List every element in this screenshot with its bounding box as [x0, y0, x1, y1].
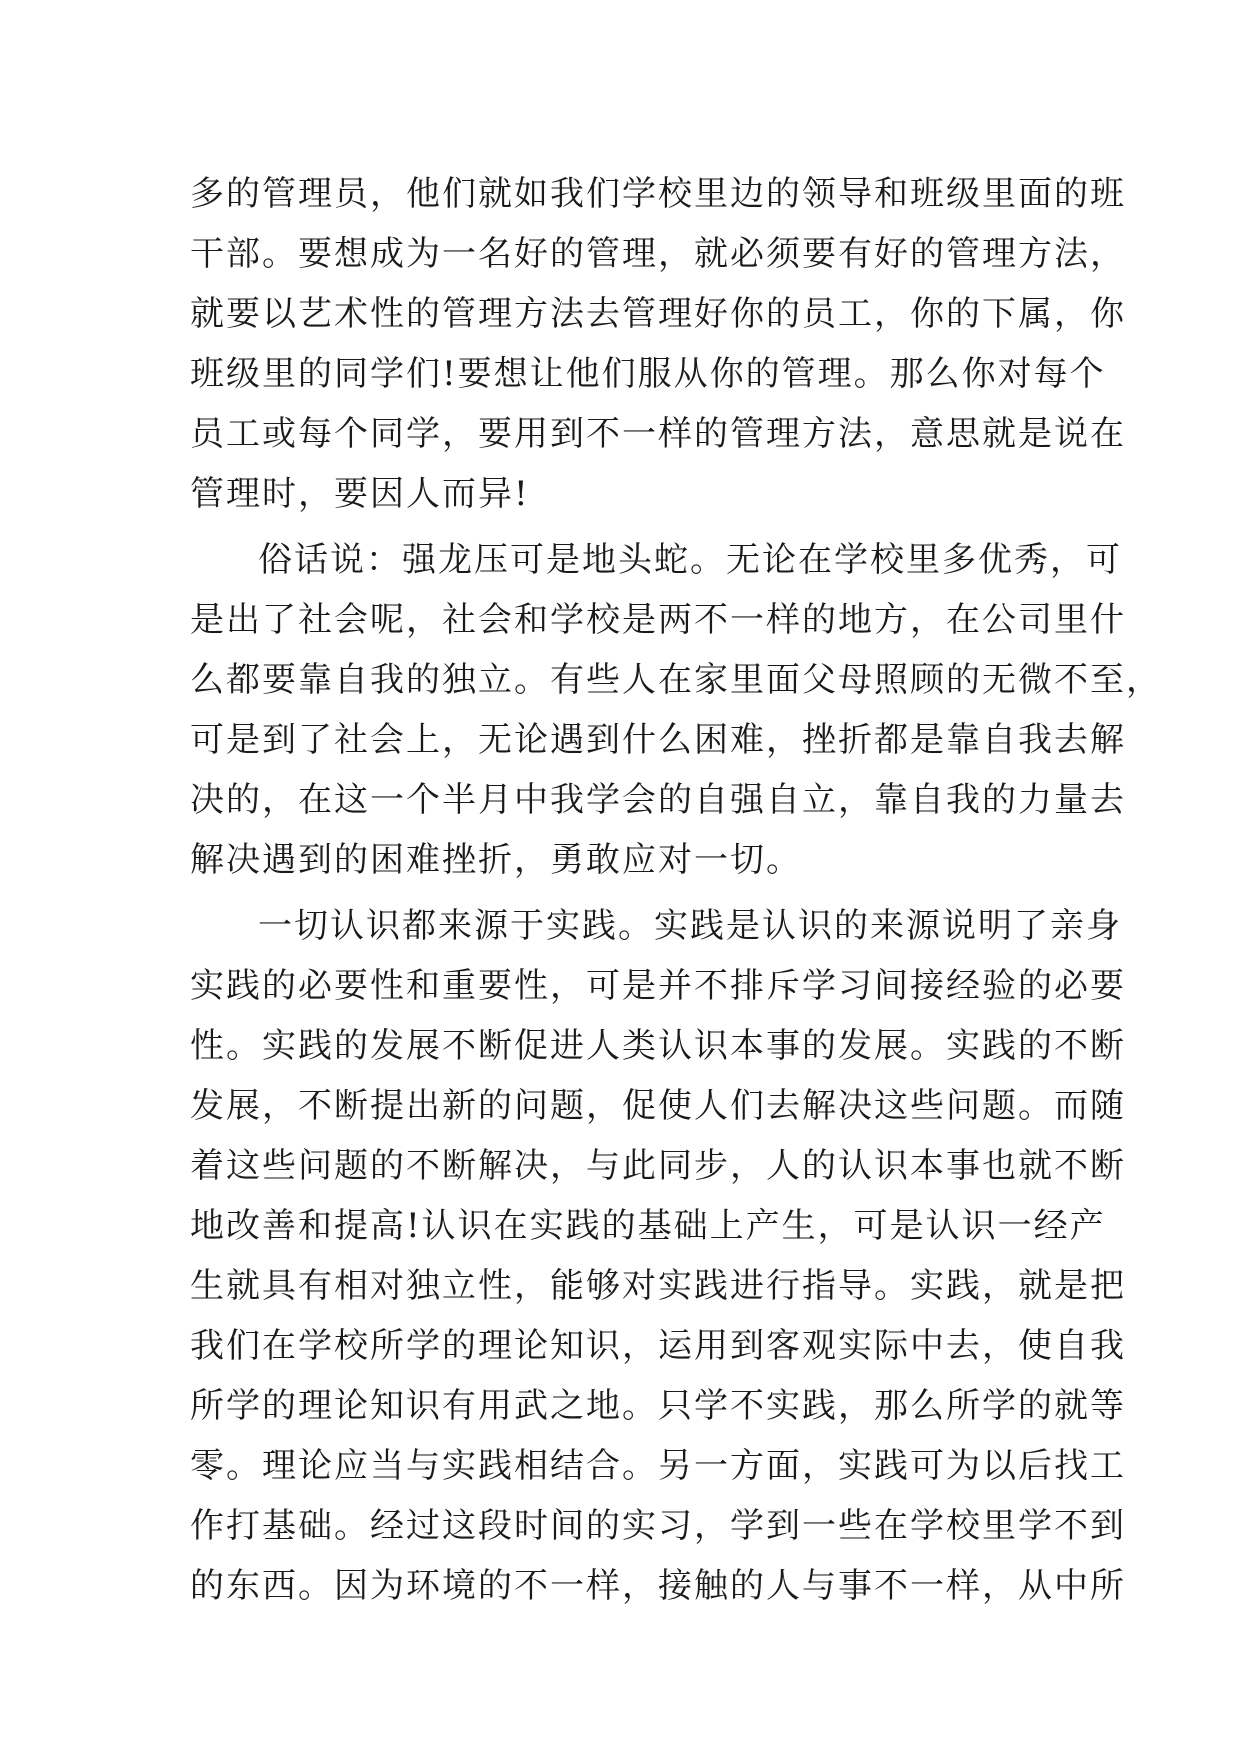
text-line: 我们在学校所学的理论知识，运用到客观实际中去，使自我 [190, 1326, 1126, 1366]
text-line: 地改善和提高!认识在实践的基础上产生，可是认识一经产 [190, 1206, 1106, 1246]
text-line: 是出了社会呢，社会和学校是两不一样的地方，在公司里什 [190, 600, 1126, 640]
text-line: 着这些问题的不断解决，与此同步，人的认识本事也就不断 [190, 1146, 1126, 1186]
text-line: 管理时，要因人而异! [190, 474, 530, 514]
text-line: 就要以艺术性的管理方法去管理好你的员工，你的下属，你 [190, 294, 1126, 334]
text-line: 实践的必要性和重要性，可是并不排斥学习间接经验的必要 [190, 966, 1126, 1006]
text-line: 生就具有相对独立性，能够对实践进行指导。实践，就是把 [190, 1266, 1126, 1306]
paragraph-first-line: 俗话说：强龙压可是地头蛇。无论在学校里多优秀，可 [258, 540, 1122, 580]
text-line: 可是到了社会上，无论遇到什么困难，挫折都是靠自我去解 [190, 720, 1126, 760]
text-line: 决的，在这一个半月中我学会的自强自立，靠自我的力量去 [190, 780, 1126, 820]
text-line: 所学的理论知识有用武之地。只学不实践，那么所学的就等 [190, 1386, 1126, 1426]
text-line: 解决遇到的困难挫折，勇敢应对一切。 [190, 840, 802, 880]
text-line: 零。理论应当与实践相结合。另一方面，实践可为以后找工 [190, 1446, 1126, 1486]
text-line: 发展，不断提出新的问题，促使人们去解决这些问题。而随 [190, 1086, 1126, 1126]
text-line: 员工或每个同学，要用到不一样的管理方法，意思就是说在 [190, 414, 1126, 454]
text-line: 班级里的同学们!要想让他们服从你的管理。那么你对每个 [190, 354, 1106, 394]
text-line: 么都要靠自我的独立。有些人在家里面父母照顾的无微不至， [190, 660, 1162, 700]
text-line: 作打基础。经过这段时间的实习，学到一些在学校里学不到 [190, 1506, 1126, 1546]
text-line: 多的管理员，他们就如我们学校里边的领导和班级里面的班 [190, 174, 1126, 214]
text-line: 性。实践的发展不断促进人类认识本事的发展。实践的不断 [190, 1026, 1126, 1066]
paragraph-first-line: 一切认识都来源于实践。实践是认识的来源说明了亲身 [258, 906, 1122, 946]
text-line: 干部。要想成为一名好的管理，就必须要有好的管理方法， [190, 234, 1126, 274]
text-line: 的东西。因为环境的不一样，接触的人与事不一样，从中所 [190, 1566, 1126, 1606]
